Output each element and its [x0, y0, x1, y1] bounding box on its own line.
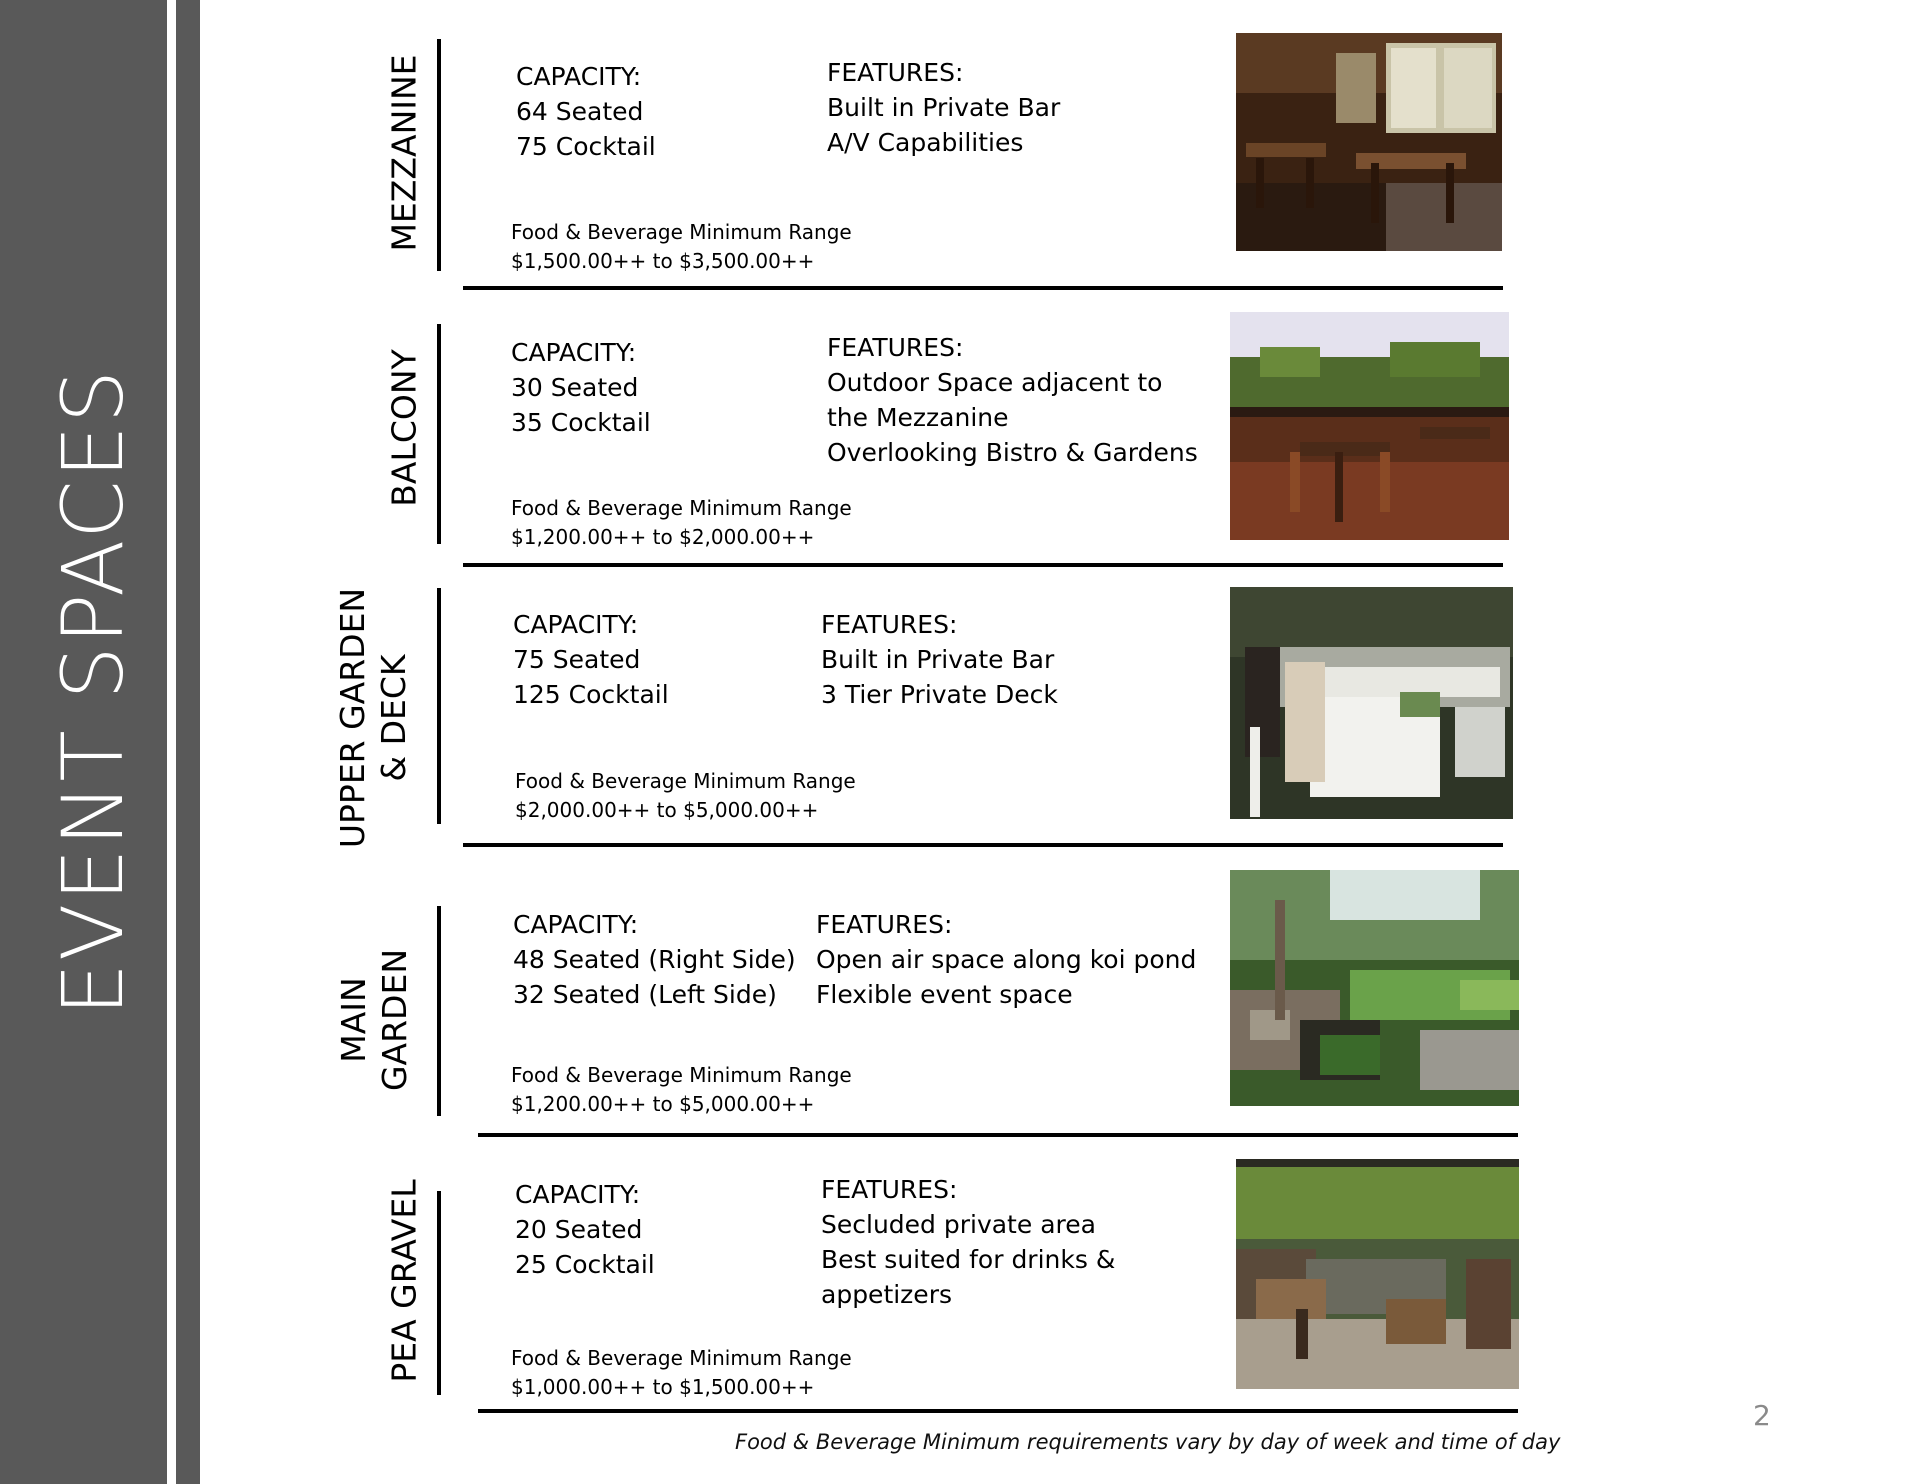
section-label-line: GARDEN [375, 948, 414, 1092]
section-vertical-rule [437, 588, 441, 824]
fb-minimum-title: Food & Beverage Minimum Range [511, 1346, 852, 1370]
section-label-line: MEZZANINE [384, 54, 424, 252]
feature-item: Overlooking Bistro & Gardens [827, 438, 1198, 467]
footnote: Food & Beverage Minimum requirements vary by day of week and time of day [735, 1430, 1561, 1454]
section-label-line: & DECK [374, 654, 413, 782]
fb-minimum-block [511, 218, 852, 276]
feature-item: Built in Private Bar [821, 645, 1055, 674]
section-divider [463, 843, 1503, 847]
features-title: FEATURES: [821, 610, 958, 639]
indoor-dining-room-photo [1236, 33, 1502, 251]
capacity-seated: 64 Seated [516, 97, 644, 126]
fb-minimum-title: Food & Beverage Minimum Range [511, 496, 852, 520]
feature-item: 3 Tier Private Deck [821, 680, 1058, 709]
features-block [827, 330, 1198, 470]
fb-minimum-title: Food & Beverage Minimum Range [511, 220, 852, 244]
feature-item: Built in Private Bar [827, 93, 1061, 122]
section-label-main-garden [333, 949, 416, 1091]
sidebar-divider [167, 0, 176, 1484]
feature-item: A/V Capabilities [827, 128, 1024, 157]
capacity-seated-right: 48 Seated (Right Side) [513, 945, 796, 974]
capacity-cocktail: 125 Cocktail [513, 680, 669, 709]
capacity-cocktail: 75 Cocktail [516, 132, 656, 161]
page-number: 2 [1753, 1399, 1771, 1432]
capacity-cocktail: 25 Cocktail [515, 1250, 655, 1279]
section-label-line: MAIN [333, 977, 373, 1063]
fb-minimum-block [511, 1061, 852, 1119]
capacity-title: CAPACITY: [511, 338, 637, 367]
section-label-line: PEA GRAVEL [384, 1179, 424, 1383]
features-title: FEATURES: [827, 333, 964, 362]
fb-minimum-title: Food & Beverage Minimum Range [511, 1063, 852, 1087]
capacity-seated: 20 Seated [515, 1215, 643, 1244]
fb-minimum-range: $2,000.00++ to $5,000.00++ [515, 798, 819, 822]
features-block [821, 607, 1058, 712]
capacity-title: CAPACITY: [513, 610, 639, 639]
features-block [821, 1172, 1115, 1312]
fb-minimum-range: $1,500.00++ to $3,500.00++ [511, 249, 815, 273]
feature-item: Secluded private area [821, 1210, 1096, 1239]
capacity-title: CAPACITY: [513, 910, 639, 939]
capacity-title: CAPACITY: [515, 1180, 641, 1209]
pea-gravel-patio-photo [1236, 1159, 1519, 1389]
section-divider [478, 1409, 1518, 1413]
fb-minimum-block [515, 767, 856, 825]
sidebar-title: EVENT SPACES [44, 367, 142, 1017]
section-label-line: BALCONY [384, 349, 424, 507]
section-divider [463, 563, 1503, 567]
section-vertical-rule [437, 1191, 441, 1395]
section-label-pea-gravel [383, 1179, 424, 1382]
sidebar-accent-strip [176, 0, 200, 1484]
feature-item: Outdoor Space adjacent to [827, 368, 1163, 397]
features-block [827, 55, 1060, 160]
koi-pond-garden-photo [1230, 870, 1519, 1106]
feature-item: Best suited for drinks & [821, 1245, 1116, 1274]
section-label-upper-garden-deck [332, 588, 415, 848]
capacity-seated: 30 Seated [511, 373, 639, 402]
capacity-block [513, 607, 669, 712]
fb-minimum-range: $1,200.00++ to $2,000.00++ [511, 525, 815, 549]
feature-item: the Mezzanine [827, 403, 1009, 432]
features-title: FEATURES: [827, 58, 964, 87]
capacity-cocktail: 35 Cocktail [511, 408, 651, 437]
capacity-block [516, 59, 656, 164]
features-block [816, 907, 1196, 1012]
features-title: FEATURES: [821, 1175, 958, 1204]
section-vertical-rule [437, 324, 441, 544]
garden-wedding-photo [1230, 587, 1513, 819]
fb-minimum-title: Food & Beverage Minimum Range [515, 769, 856, 793]
feature-item: Open air space along koi pond [816, 945, 1197, 974]
fb-minimum-range: $1,000.00++ to $1,500.00++ [511, 1375, 815, 1399]
fb-minimum-range: $1,200.00++ to $5,000.00++ [511, 1092, 815, 1116]
capacity-seated-left: 32 Seated (Left Side) [513, 980, 777, 1009]
capacity-block [515, 1177, 655, 1282]
feature-item: appetizers [821, 1280, 952, 1309]
fb-minimum-block [511, 1344, 852, 1402]
fb-minimum-block [511, 494, 852, 552]
section-vertical-rule [437, 39, 441, 271]
section-label-line: UPPER GARDEN [332, 587, 372, 849]
balcony-deck-photo [1230, 312, 1509, 540]
capacity-block [511, 335, 651, 440]
capacity-block [513, 907, 796, 1012]
feature-item: Flexible event space [816, 980, 1073, 1009]
capacity-title: CAPACITY: [516, 62, 642, 91]
section-label-balcony [383, 349, 424, 506]
capacity-seated: 75 Seated [513, 645, 641, 674]
section-vertical-rule [437, 906, 441, 1116]
section-divider [478, 1133, 1518, 1137]
section-divider [463, 286, 1503, 290]
section-label-mezzanine [383, 54, 424, 251]
features-title: FEATURES: [816, 910, 953, 939]
